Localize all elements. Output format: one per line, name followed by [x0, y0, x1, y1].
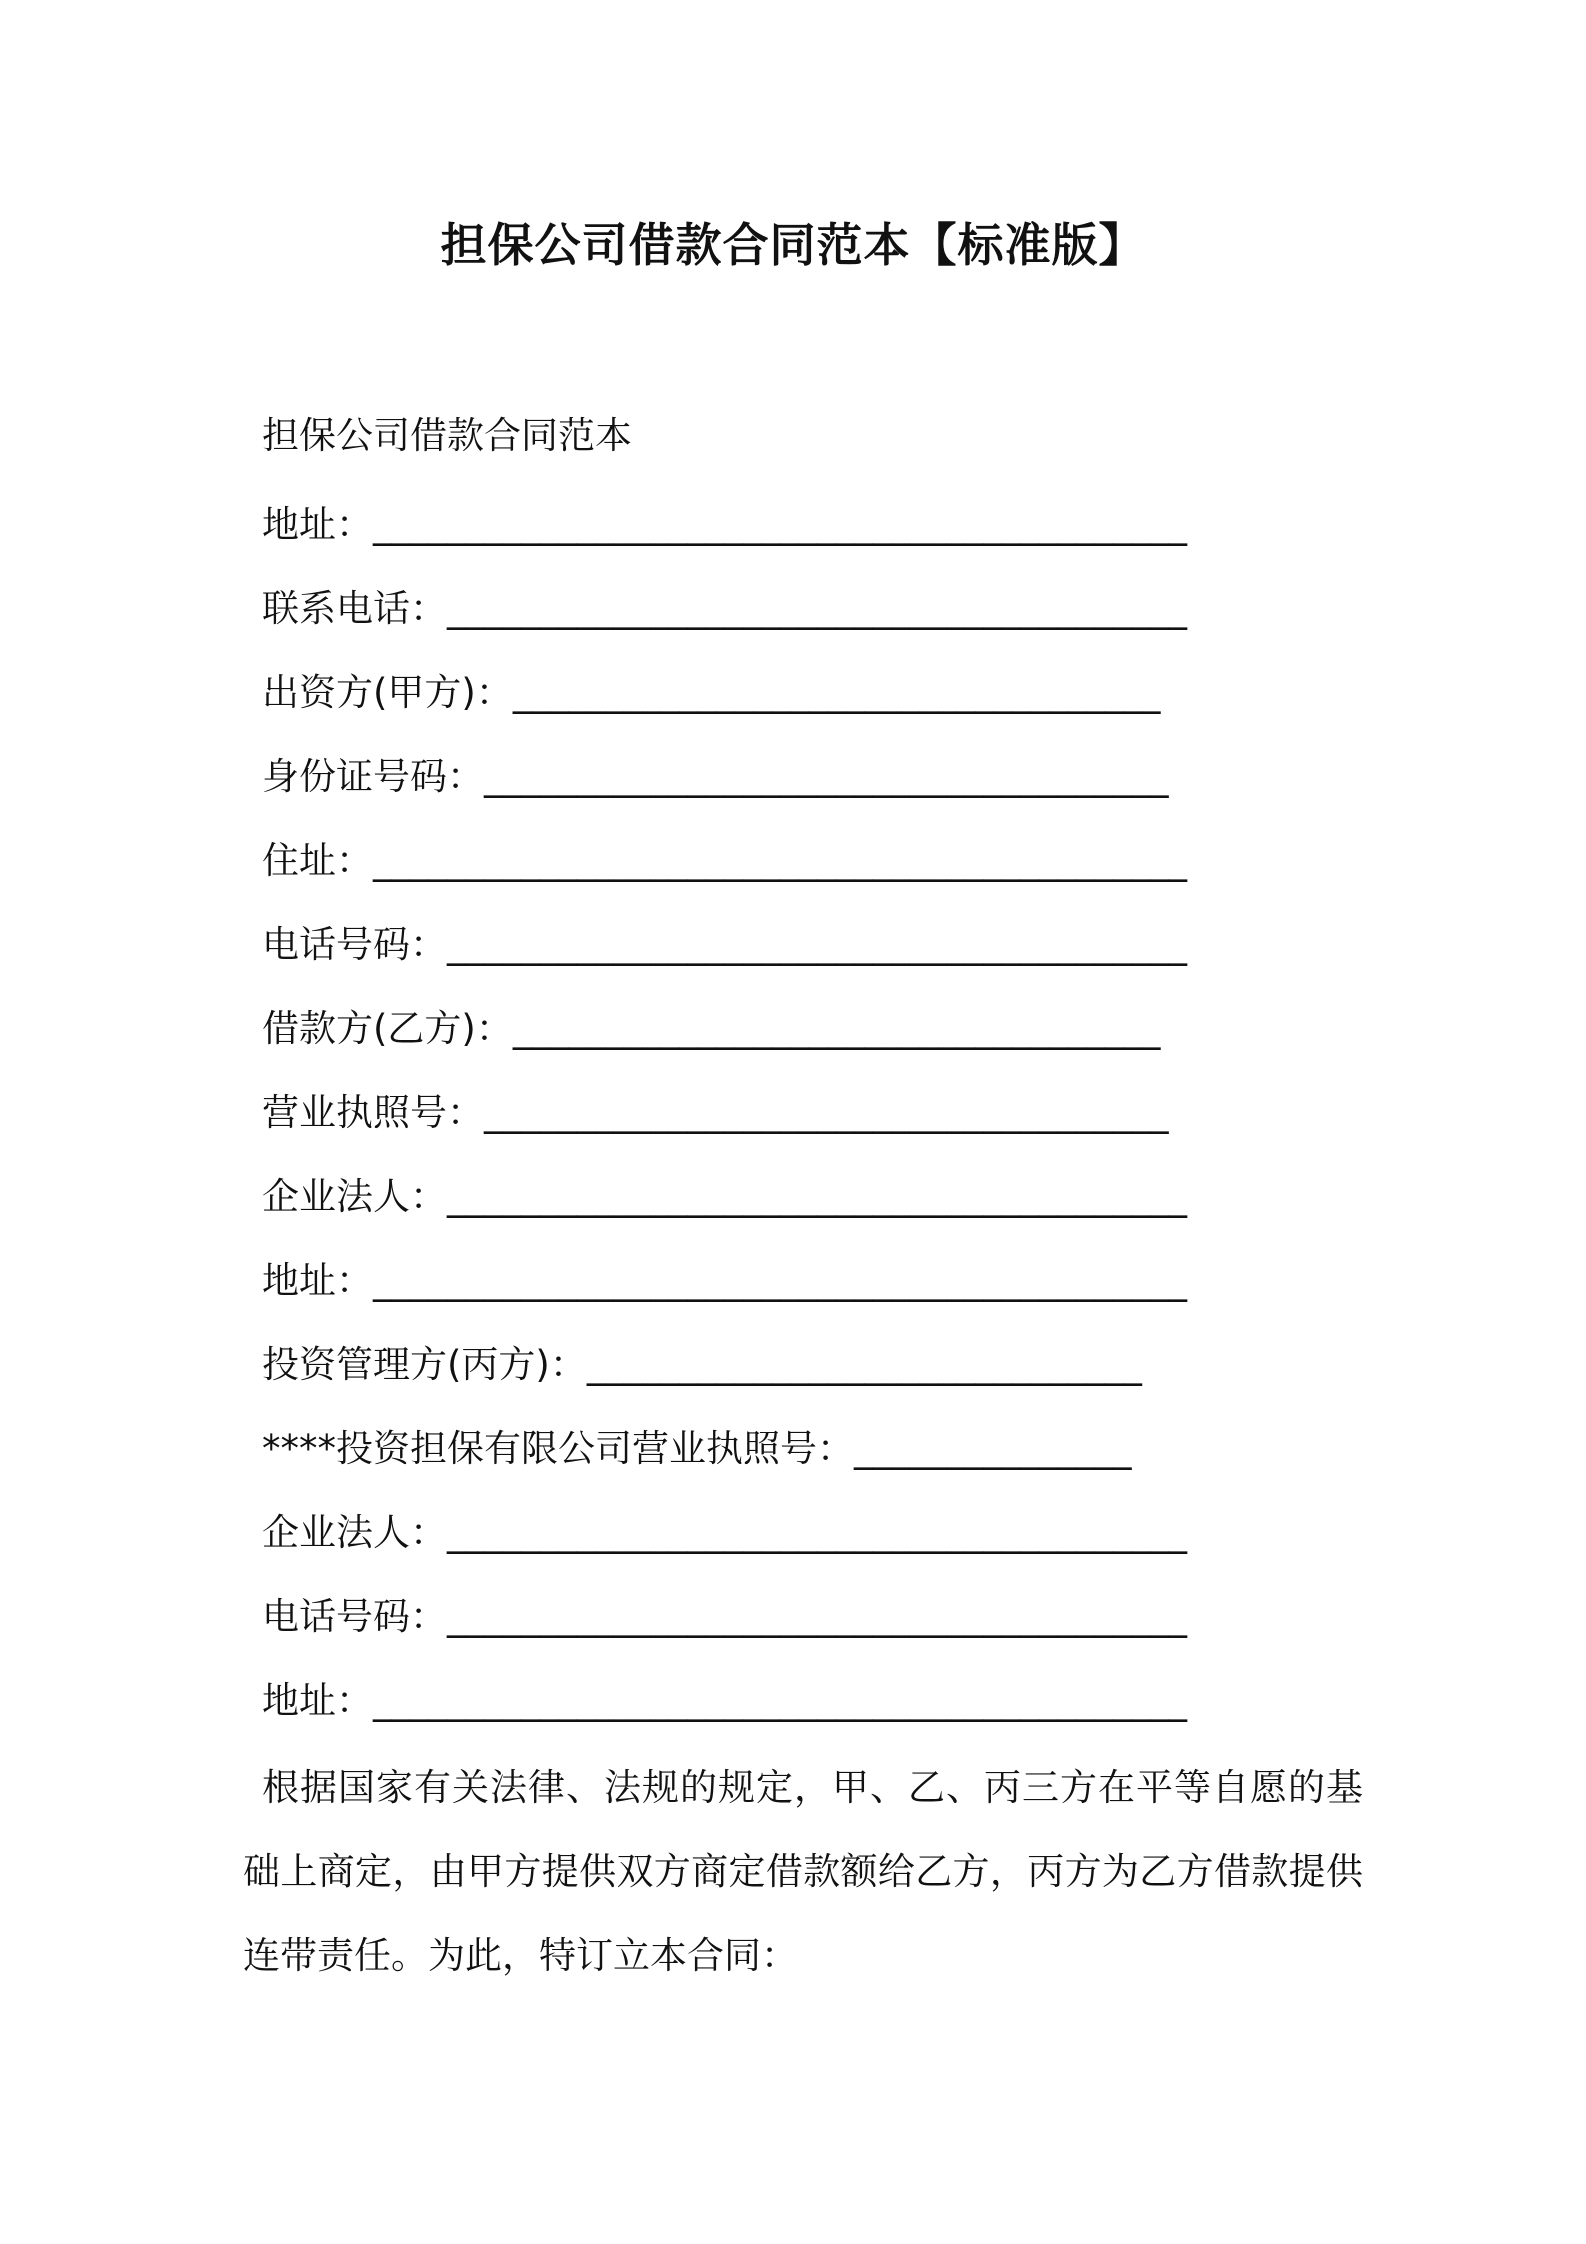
field-line-legal-rep-2: 企业法人：________________________________________ [262, 1511, 1187, 1554]
field-line-legal-rep-1: 企业法人：________________________________________ [262, 1175, 1187, 1218]
field-line-party-a: 出资方(甲方)：___________________________________ [262, 671, 1161, 714]
field-line-id-number: 身份证号码：_____________________________________ [262, 755, 1169, 798]
field-line-party-c: 投资管理方(丙方)：______________________________ [262, 1343, 1142, 1386]
field-line-guarantee-license: ****投资担保有限公司营业执照号：_______________ [262, 1427, 1132, 1470]
field-line-phone-1: 电话号码：________________________________________ [262, 923, 1187, 966]
field-line-contact-phone: 联系电话：________________________________________ [262, 587, 1187, 630]
field-line-address-2: 地址：____________________________________________ [262, 1259, 1187, 1302]
document-subtitle: 担保公司借款合同范本 [262, 414, 632, 457]
intro-paragraph: 根据国家有关法律、法规的规定，甲、乙、丙三方在平等自愿的基础上商定，由甲方提供双方商定借款额给乙方，丙方为乙方借款提供连带责任。为此，特订立本合同： [243, 1766, 1363, 1977]
field-line-business-license: 营业执照号：_____________________________________ [262, 1091, 1169, 1134]
field-line-party-b: 借款方(乙方)：___________________________________ [262, 1007, 1161, 1050]
document-title: 担保公司借款合同范本【标准版】 [440, 218, 1146, 272]
field-line-phone-2: 电话号码：________________________________________ [262, 1595, 1187, 1638]
field-line-address-1: 地址：____________________________________________ [262, 503, 1187, 546]
field-line-residence: 住址：____________________________________________ [262, 839, 1187, 882]
field-line-address-3: 地址：____________________________________________ [262, 1679, 1187, 1722]
